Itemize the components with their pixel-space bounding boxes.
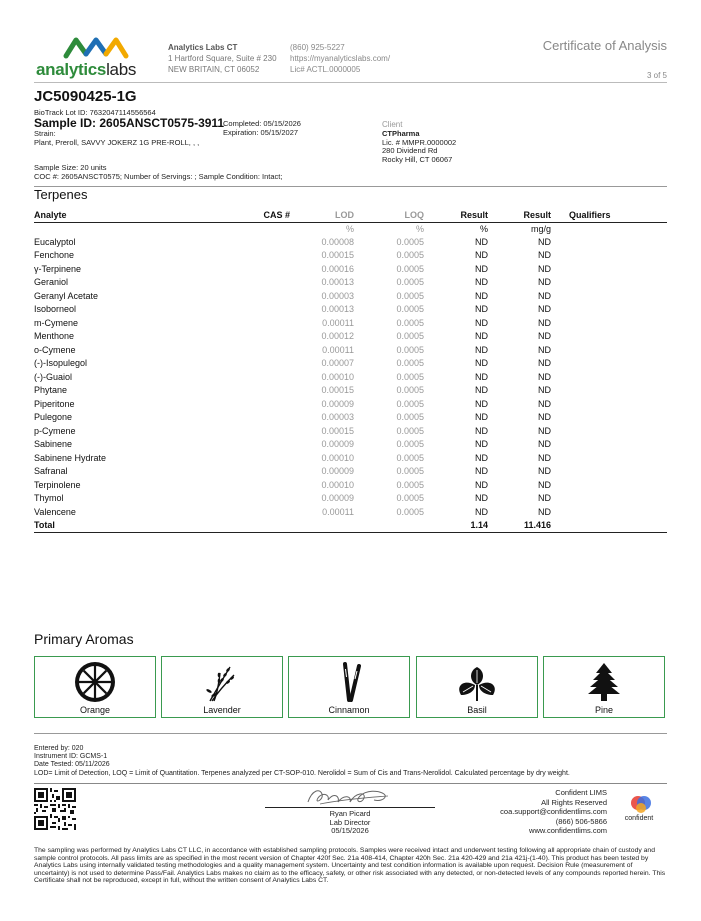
analyte-name: Fenchone	[34, 250, 75, 261]
result-percent: ND	[475, 479, 488, 490]
coc-info: COC #: 2605ANSCT0575; Number of Servings: ; Sample Condition: Intact;	[34, 171, 283, 181]
result-percent: ND	[475, 358, 488, 369]
cas-number	[254, 384, 290, 398]
cas-number	[254, 343, 290, 357]
table-row	[34, 330, 667, 344]
column-header-loq: LOQ	[354, 208, 424, 222]
lod-value: 0.00010	[321, 452, 354, 463]
loq-value: 0.0005	[396, 398, 424, 409]
result-mg: ND	[538, 398, 551, 409]
lod-value: 0.00007	[321, 358, 354, 369]
aroma-label-cinnamon: Cinnamon	[328, 705, 370, 715]
analyte-name: Pulegone	[34, 412, 73, 423]
result-percent: ND	[475, 439, 488, 450]
qualifiers	[551, 384, 667, 398]
qualifiers	[551, 357, 667, 371]
loq-value: 0.0005	[396, 344, 424, 355]
lab-website[interactable]: https://myanalyticslabs.com/	[290, 54, 391, 63]
result-percent: ND	[475, 412, 488, 423]
cinnamon-icon	[289, 661, 409, 703]
loq-value: 0.0005	[396, 250, 424, 261]
terpenes-section-title: Terpenes	[34, 187, 88, 202]
cas-number	[254, 330, 290, 344]
column-header-analyte: Analyte	[34, 208, 254, 222]
entered-by: Entered by: 020	[34, 745, 84, 752]
lab-info	[168, 42, 277, 75]
cas-number	[254, 424, 290, 438]
result-percent: ND	[475, 236, 488, 247]
result-mg: ND	[538, 331, 551, 342]
qr-code-icon[interactable]	[34, 788, 76, 830]
result-mg: ND	[538, 479, 551, 490]
lod-value: 0.00010	[321, 371, 354, 382]
qualifiers	[551, 411, 667, 425]
result-percent: ND	[475, 277, 488, 288]
table-row	[34, 357, 667, 371]
aroma-label-basil: Basil	[467, 705, 487, 715]
lims-info	[500, 788, 607, 836]
qualifiers	[551, 303, 667, 317]
aroma-card-orange	[34, 656, 156, 718]
table-row	[34, 424, 667, 438]
analyte-name: Valencene	[34, 506, 76, 517]
loq-value: 0.0005	[396, 331, 424, 342]
unit-loq: %	[415, 223, 424, 234]
lod-value: 0.00003	[321, 290, 354, 301]
analyte-name: Thymol	[34, 493, 64, 504]
lab-phone: (860) 925-5227	[290, 43, 345, 52]
signature-date: 05/15/2026	[331, 826, 369, 835]
definitions-note: LOD= Limit of Detection, LOQ = Limit of Quantitation. Terpenes analyzed per CT-SOP-010. Nerolidol = Sum of Cis and Trans-Nerolidol. Calculated percentage by dry weight.	[34, 769, 570, 777]
lod-value: 0.00009	[321, 466, 354, 477]
analyte-name: o-Cymene	[34, 344, 76, 355]
table-row	[34, 411, 667, 425]
result-percent: ND	[475, 250, 488, 261]
qualifiers	[551, 330, 667, 344]
result-mg: ND	[538, 439, 551, 450]
cas-number	[254, 397, 290, 411]
table-row	[34, 451, 667, 465]
biotrack-lot-id: BioTrack Lot ID: 7632047114556564	[34, 108, 156, 117]
column-header-lod: LOD	[290, 208, 354, 222]
lod-value: 0.00013	[321, 304, 354, 315]
result-mg: ND	[538, 304, 551, 315]
table-row	[34, 465, 667, 479]
result-mg: ND	[538, 358, 551, 369]
lavender-icon	[162, 661, 282, 703]
result-percent: ND	[475, 466, 488, 477]
strain-value: Plant, Preroll, SAVVY JOKERZ 1G PRE-ROLL, , ,	[34, 137, 200, 147]
result-mg: ND	[538, 317, 551, 328]
cas-number	[254, 465, 290, 479]
completed-date: Completed: 05/15/2026	[223, 119, 301, 128]
cas-number	[254, 262, 290, 276]
analyte-name: Piperitone	[34, 398, 75, 409]
result-mg: ND	[538, 425, 551, 436]
aroma-label-orange: Orange	[79, 705, 111, 715]
total-row	[34, 519, 667, 533]
result-mg: ND	[538, 506, 551, 517]
lod-value: 0.00015	[321, 385, 354, 396]
result-percent: ND	[475, 263, 488, 274]
cas-number	[254, 451, 290, 465]
table-row	[34, 478, 667, 492]
client-name: CTPharma	[382, 129, 420, 138]
primary-aromas-title: Primary Aromas	[34, 631, 134, 647]
table-row	[34, 276, 667, 290]
result-mg: ND	[538, 277, 551, 288]
sample-size: Sample Size: 20 units	[34, 163, 107, 172]
result-percent: ND	[475, 398, 488, 409]
qualifiers	[551, 316, 667, 330]
table-row	[34, 262, 667, 276]
lod-value: 0.00009	[321, 398, 354, 409]
cas-number	[254, 370, 290, 384]
loq-value: 0.0005	[396, 466, 424, 477]
result-mg: ND	[538, 493, 551, 504]
loq-value: 0.0005	[396, 412, 424, 423]
result-percent: ND	[475, 344, 488, 355]
lod-value: 0.00009	[321, 439, 354, 450]
qualifiers	[551, 343, 667, 357]
lims-rights: All Rights Reserved	[541, 797, 607, 807]
date-tested: Date Tested: 05/11/2026	[34, 761, 110, 769]
lims-website[interactable]: www.confidentlims.com	[529, 826, 607, 835]
lod-value: 0.00011	[322, 317, 354, 328]
qualifiers	[551, 235, 667, 249]
loq-value: 0.0005	[396, 479, 424, 490]
table-row	[34, 249, 667, 263]
analyte-name: Isoborneol	[34, 304, 77, 315]
unit-lod: %	[345, 223, 354, 234]
qualifiers	[551, 262, 667, 276]
loq-value: 0.0005	[396, 439, 424, 450]
column-header-cas: CAS #	[254, 208, 290, 222]
client-address-line-2: Rocky Hill, CT 06067	[382, 154, 453, 164]
client-label: Client	[382, 120, 403, 129]
cas-number	[254, 249, 290, 263]
result-mg: ND	[538, 412, 551, 423]
cas-number	[254, 478, 290, 492]
cas-number	[254, 303, 290, 317]
table-row	[34, 235, 667, 249]
table-row	[34, 343, 667, 357]
result-percent: ND	[475, 331, 488, 342]
result-percent: ND	[475, 452, 488, 463]
result-percent: ND	[475, 385, 488, 396]
lod-value: 0.00016	[321, 263, 354, 274]
qualifiers	[551, 249, 667, 263]
table-row	[34, 384, 667, 398]
result-mg: ND	[538, 263, 551, 274]
analyte-name: Terpinolene	[34, 479, 81, 490]
column-header-result-mg: Result	[488, 208, 551, 222]
column-header-qualifiers: Qualifiers	[551, 208, 667, 222]
result-percent: ND	[475, 371, 488, 382]
table-row	[34, 289, 667, 303]
loq-value: 0.0005	[396, 358, 424, 369]
lod-value: 0.00008	[321, 236, 354, 247]
page-number: 3 of 5	[646, 71, 667, 80]
aroma-card-basil	[416, 656, 538, 718]
qualifiers	[551, 438, 667, 452]
table-row	[34, 438, 667, 452]
table-row	[34, 370, 667, 384]
aroma-card-cinnamon	[288, 656, 410, 718]
qualifiers	[551, 465, 667, 479]
terpenes-table	[34, 208, 667, 533]
cas-number	[254, 357, 290, 371]
qualifiers	[551, 451, 667, 465]
expiration-date: Expiration: 05/15/2027	[223, 127, 299, 137]
total-result-percent: 1.14	[424, 519, 488, 533]
client-info	[382, 130, 456, 164]
loq-value: 0.0005	[396, 385, 424, 396]
loq-value: 0.0005	[396, 290, 424, 301]
analyte-name: Sabinene	[34, 439, 73, 450]
cas-number	[254, 411, 290, 425]
loq-value: 0.0005	[396, 317, 424, 328]
aroma-label-lavender: Lavender	[203, 705, 241, 715]
analyte-name: Eucalyptol	[34, 236, 76, 247]
signatory	[265, 810, 435, 836]
qualifiers	[551, 397, 667, 411]
result-mg: ND	[538, 290, 551, 301]
lab-contact	[290, 42, 390, 75]
cas-number	[254, 492, 290, 506]
loq-value: 0.0005	[396, 304, 424, 315]
loq-value: 0.0005	[396, 371, 424, 382]
loq-value: 0.0005	[396, 236, 424, 247]
analyte-name: Sabinene Hydrate	[34, 452, 107, 463]
result-percent: ND	[475, 290, 488, 301]
strain-info	[34, 130, 199, 147]
table-row	[34, 303, 667, 317]
result-mg: ND	[538, 466, 551, 477]
loq-value: 0.0005	[396, 493, 424, 504]
analyte-name: p-Cymene	[34, 425, 76, 436]
loq-value: 0.0005	[396, 452, 424, 463]
sample-id: Sample ID: 2605ANSCT0575-3911	[34, 116, 225, 130]
loq-value: 0.0005	[396, 425, 424, 436]
analyte-name: (-)-Isopulegol	[34, 358, 88, 369]
lod-value: 0.00015	[321, 250, 354, 261]
document-title: Certificate of Analysis	[542, 38, 667, 53]
lod-value: 0.00010	[321, 479, 354, 490]
instrument-id: Instrument ID: GCMS-1	[34, 753, 108, 761]
cas-number	[254, 235, 290, 249]
qualifiers	[551, 505, 667, 519]
aroma-card-pine	[543, 656, 665, 718]
table-row	[34, 505, 667, 519]
result-mg: ND	[538, 250, 551, 261]
column-header-result-percent: Result	[424, 208, 488, 222]
table-row	[34, 397, 667, 411]
analyte-name: (-)-Guaiol	[34, 371, 73, 382]
client-address-line-1: 280 Dividend Rd	[382, 146, 438, 155]
result-mg: ND	[538, 385, 551, 396]
result-percent: ND	[475, 506, 488, 517]
result-mg: ND	[538, 236, 551, 247]
basil-icon	[417, 661, 537, 703]
client-license: Lic. # MMPR.0000002	[382, 137, 457, 147]
header-divider	[34, 82, 667, 83]
analytics-labs-logo-text: analyticslabs	[36, 60, 137, 79]
test-dates	[223, 120, 301, 137]
analyte-name: Menthone	[34, 331, 75, 342]
qualifiers	[551, 289, 667, 303]
table-row	[34, 316, 667, 330]
lims-name: Confident LIMS	[555, 788, 607, 797]
analyte-name: γ-Terpinene	[34, 263, 82, 274]
lod-value: 0.00011	[322, 344, 354, 355]
analyte-name: Phytane	[34, 385, 68, 396]
total-label: Total	[34, 519, 254, 533]
lims-phone: (866) 506-5866	[555, 816, 607, 826]
cas-number	[254, 276, 290, 290]
lab-license: Lic# ACTL.0000005	[290, 65, 361, 74]
cas-number	[254, 316, 290, 330]
analyte-name: m-Cymene	[34, 317, 79, 328]
lab-address-line-1: 1 Hartford Square, Suite # 230	[168, 54, 277, 63]
signature-line	[265, 807, 435, 808]
lod-value: 0.00015	[321, 425, 354, 436]
orange-icon	[35, 661, 155, 703]
confident-logo-text: confident	[624, 815, 654, 822]
signatory-title: Lab Director	[329, 817, 371, 827]
lod-value: 0.00013	[321, 277, 354, 288]
sample-details	[34, 164, 282, 181]
qualifiers	[551, 492, 667, 506]
unit-result-mg: mg/g	[530, 223, 551, 234]
terpenes-divider	[34, 186, 667, 187]
loq-value: 0.0005	[396, 506, 424, 517]
table-header-row	[34, 208, 667, 222]
lab-name: Analytics Labs CT	[168, 43, 238, 52]
result-mg: ND	[538, 344, 551, 355]
qualifiers	[551, 478, 667, 492]
total-result-mg: 11.416	[488, 519, 551, 533]
aroma-label-pine: Pine	[594, 705, 613, 715]
cas-number	[254, 438, 290, 452]
lod-value: 0.00009	[321, 493, 354, 504]
result-percent: ND	[475, 493, 488, 504]
strain-label: Strain:	[34, 129, 56, 138]
cas-number	[254, 289, 290, 303]
lod-value: 0.00012	[321, 331, 354, 342]
units-row	[34, 222, 667, 235]
cas-number	[254, 505, 290, 519]
legal-disclaimer: The sampling was performed by Analytics Labs CT LLC, in accordance with established sampling protocols. Samples were received intact and underwent testing following all appropriate chain of custody and sample control protocols. All pass limits are as specified in the most recent version of Chapter 420f Sec. 21a 408-414, Chapter 420h Sec. 21a 420-429 and 21a 421j-(1-40). This product has been tested by Analytics Labs using internally validated testing methodologies and a quality management system. Uncertainty and test condition information is available upon request. Decision Rule (measurement of uncertainty) is not used to determine Pass/Fail. Analytics Labs makes no claim as to the efficacy, safety, or other risk associated with any detected, or non-detected levels of any compounds reported herein. This Certificate shall not be reproduced, except in full, without the written consent of Analytics Labs CT.	[34, 847, 666, 885]
unit-result-percent: %	[479, 223, 488, 234]
qualifiers	[551, 424, 667, 438]
result-percent: ND	[475, 425, 488, 436]
test-notes	[34, 745, 570, 778]
loq-value: 0.0005	[396, 263, 424, 274]
batch-id: JC5090425-1G	[34, 88, 137, 105]
qualifiers	[551, 276, 667, 290]
lims-email[interactable]: coa.support@confidentlims.com	[500, 807, 607, 816]
analyte-name: Safranal	[34, 466, 68, 477]
loq-value: 0.0005	[396, 277, 424, 288]
analyte-name: Geranyl Acetate	[34, 290, 99, 301]
aroma-card-lavender	[161, 656, 283, 718]
result-mg: ND	[538, 371, 551, 382]
lod-value: 0.00011	[322, 506, 354, 517]
pine-icon	[544, 661, 664, 703]
result-mg: ND	[538, 452, 551, 463]
lod-value: 0.00003	[321, 412, 354, 423]
qualifiers	[551, 370, 667, 384]
signatory-name: Ryan Picard	[329, 809, 371, 818]
analyte-name: Geraniol	[34, 277, 69, 288]
aromas-divider	[34, 733, 667, 734]
result-percent: ND	[475, 317, 488, 328]
lab-address-line-2: NEW BRITAIN, CT 06052	[168, 65, 260, 74]
result-percent: ND	[475, 304, 488, 315]
table-row	[34, 492, 667, 506]
